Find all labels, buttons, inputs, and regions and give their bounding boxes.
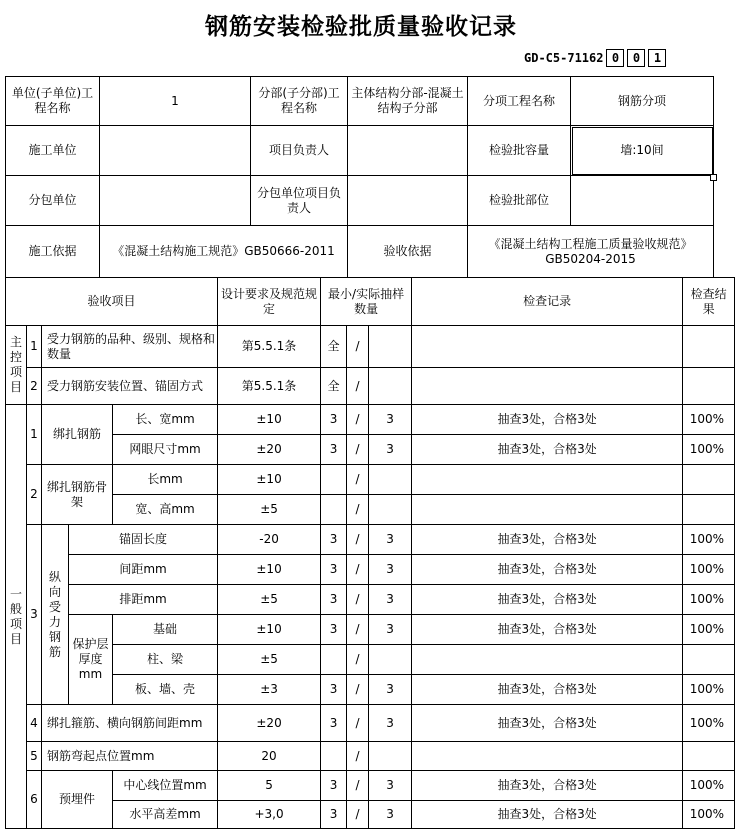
design-value: +3,0: [218, 801, 321, 829]
check-result[interactable]: 100%: [683, 435, 735, 465]
sample-slash: /: [347, 525, 369, 555]
item-name: 基础: [113, 615, 218, 645]
item-name: 钢筋弯起点位置mm: [42, 742, 218, 771]
sample-min[interactable]: 3: [321, 405, 347, 435]
construction-basis-value[interactable]: 《混凝土结构施工规范》GB50666-2011: [100, 226, 348, 278]
check-record[interactable]: 抽查3处，合格3处: [412, 801, 683, 829]
construction-basis-label: 施工依据: [6, 226, 100, 278]
design-value: ±10: [218, 615, 321, 645]
item-no: 6: [27, 771, 42, 829]
project-manager-label: 项目负责人: [251, 126, 348, 176]
item-name: 长mm: [113, 465, 218, 495]
batch-capacity-label: 检验批容量: [468, 126, 571, 176]
design-value: ±3: [218, 675, 321, 705]
design-value: ±10: [218, 465, 321, 495]
page-title: 钢筋安装检验批质量验收记录: [205, 14, 517, 40]
item-no: 1: [27, 326, 42, 368]
sample-slash: /: [347, 675, 369, 705]
item-name: 受力钢筋安装位置、锚固方式: [42, 368, 218, 405]
batch-location-label: 检验批部位: [468, 176, 571, 226]
check-record[interactable]: [412, 495, 683, 525]
division-name-label: 分部(子分部)工程名称: [251, 77, 348, 126]
col-header-sampling: 最小/实际抽样数量: [321, 278, 412, 326]
check-record[interactable]: [412, 326, 683, 368]
sample-slash: /: [347, 555, 369, 585]
subitem-name-value[interactable]: 钢筋分项: [571, 77, 714, 126]
division-name-value[interactable]: 主体结构分部-混凝土结构子分部: [348, 77, 468, 126]
item-no: 4: [27, 705, 42, 742]
sample-actual[interactable]: 3: [369, 801, 412, 829]
check-result[interactable]: [683, 368, 735, 405]
group-label: 预埋件: [42, 771, 113, 829]
sample-actual[interactable]: 3: [369, 705, 412, 742]
sample-actual[interactable]: 3: [369, 525, 412, 555]
sample-actual[interactable]: 3: [369, 435, 412, 465]
sample-actual[interactable]: 3: [369, 405, 412, 435]
design-value: -20: [218, 525, 321, 555]
check-result[interactable]: 100%: [683, 771, 735, 801]
check-record[interactable]: 抽查3处，合格3处: [412, 585, 683, 615]
sample-min[interactable]: [321, 465, 347, 495]
sample-slash: /: [347, 326, 369, 368]
sample-slash: /: [347, 368, 369, 405]
cover-thickness-label: 保护层厚度mm: [69, 615, 113, 705]
check-result[interactable]: [683, 465, 735, 495]
sample-slash: /: [347, 742, 369, 771]
sample-min[interactable]: [321, 742, 347, 771]
check-record[interactable]: [412, 742, 683, 771]
selection-handle[interactable]: [710, 174, 717, 181]
sample-actual[interactable]: 3: [369, 615, 412, 645]
sample-actual[interactable]: 3: [369, 585, 412, 615]
sample-min[interactable]: 3: [321, 705, 347, 742]
design-value: 20: [218, 742, 321, 771]
item-name: 宽、高mm: [113, 495, 218, 525]
header-table: [5, 76, 714, 278]
group-label: 绑扎钢筋骨架: [42, 465, 113, 525]
sub-pm-label: 分包单位项目负责人: [251, 176, 348, 226]
code-box-2[interactable]: 0: [627, 49, 645, 67]
code-box-3[interactable]: 1: [648, 49, 666, 67]
check-record[interactable]: 抽查3处，合格3处: [412, 705, 683, 742]
sample-min[interactable]: 3: [321, 555, 347, 585]
check-record[interactable]: [412, 368, 683, 405]
sample-slash: /: [347, 801, 369, 829]
sample-slash: /: [347, 771, 369, 801]
check-result[interactable]: 100%: [683, 705, 735, 742]
sample-min[interactable]: 3: [321, 675, 347, 705]
sample-min[interactable]: [321, 495, 347, 525]
check-record[interactable]: 抽查3处，合格3处: [412, 675, 683, 705]
check-record[interactable]: 抽查3处，合格3处: [412, 615, 683, 645]
sample-actual[interactable]: 3: [369, 771, 412, 801]
design-value: ±10: [218, 555, 321, 585]
sample-min[interactable]: 3: [321, 435, 347, 465]
sample-slash: /: [347, 465, 369, 495]
subcontractor-label: 分包单位: [6, 176, 100, 226]
sample-slash: /: [347, 645, 369, 675]
sample-min[interactable]: 3: [321, 615, 347, 645]
constructor-label: 施工单位: [6, 126, 100, 176]
batch-capacity-value[interactable]: 墙:10间: [571, 126, 714, 176]
item-no: 2: [27, 368, 42, 405]
sample-actual[interactable]: [369, 495, 412, 525]
check-record[interactable]: 抽查3处，合格3处: [412, 525, 683, 555]
item-name: 长、宽mm: [113, 405, 218, 435]
acceptance-basis-value[interactable]: 《混凝土结构工程施工质量验收规范》GB50204-2015: [468, 226, 714, 278]
design-value: ±20: [218, 705, 321, 742]
sample-min[interactable]: 全: [321, 326, 347, 368]
form-code: [524, 48, 669, 68]
batch-location-value[interactable]: [571, 176, 714, 226]
col-header-design: 设计要求及规范规定: [218, 278, 321, 326]
col-header-record: 检查记录: [412, 278, 683, 326]
check-result[interactable]: 100%: [683, 585, 735, 615]
check-result[interactable]: 100%: [683, 615, 735, 645]
unit-name-label: 单位(子单位)工程名称: [6, 77, 100, 126]
sample-actual[interactable]: [369, 742, 412, 771]
group-label: 绑扎钢筋: [42, 405, 113, 465]
design-value: ±5: [218, 585, 321, 615]
constructor-value[interactable]: [100, 126, 251, 176]
acceptance-basis-label: 验收依据: [348, 226, 468, 278]
item-name: 水平高差mm: [113, 801, 218, 829]
sample-actual[interactable]: 3: [369, 675, 412, 705]
subcontractor-value[interactable]: [100, 176, 251, 226]
item-name: 中心线位置mm: [113, 771, 218, 801]
col-header-result: 检查结果: [683, 278, 735, 326]
check-result[interactable]: 100%: [683, 801, 735, 829]
col-header-item: 验收项目: [6, 278, 218, 326]
check-result[interactable]: [683, 742, 735, 771]
sample-min[interactable]: 全: [321, 368, 347, 405]
item-no: 5: [27, 742, 42, 771]
item-name: 绑扎箍筋、横向钢筋间距mm: [42, 705, 218, 742]
item-name: 网眼尺寸mm: [113, 435, 218, 465]
sample-min[interactable]: 3: [321, 525, 347, 555]
group-label: 纵 向 受 力 钢 筋: [42, 525, 69, 705]
item-no: 2: [27, 465, 42, 525]
sample-slash: /: [347, 495, 369, 525]
sample-slash: /: [347, 585, 369, 615]
item-name: 排距mm: [69, 585, 218, 615]
sample-slash: /: [347, 435, 369, 465]
check-result[interactable]: 100%: [683, 555, 735, 585]
item-name: 间距mm: [69, 555, 218, 585]
check-record[interactable]: 抽查3处，合格3处: [412, 555, 683, 585]
form-code-prefix: GD-C5-71162: [524, 51, 604, 65]
check-record[interactable]: 抽查3处，合格3处: [412, 405, 683, 435]
check-result[interactable]: 100%: [683, 675, 735, 705]
sample-actual[interactable]: [369, 368, 412, 405]
check-record[interactable]: [412, 465, 683, 495]
design-value: ±10: [218, 405, 321, 435]
sample-min[interactable]: 3: [321, 771, 347, 801]
design-value: ±20: [218, 435, 321, 465]
design-value: 第5.5.1条: [218, 326, 321, 368]
code-box-1[interactable]: 0: [606, 49, 624, 67]
inspection-table: [5, 277, 735, 829]
sample-min[interactable]: 3: [321, 585, 347, 615]
check-record[interactable]: 抽查3处，合格3处: [412, 771, 683, 801]
sample-slash: /: [347, 405, 369, 435]
sample-slash: /: [347, 615, 369, 645]
sample-actual[interactable]: [369, 465, 412, 495]
check-result[interactable]: [683, 645, 735, 675]
check-result[interactable]: 100%: [683, 405, 735, 435]
check-result[interactable]: [683, 495, 735, 525]
design-value: ±5: [218, 495, 321, 525]
sample-actual[interactable]: [369, 645, 412, 675]
sample-min[interactable]: [321, 645, 347, 675]
sub-pm-value[interactable]: [348, 176, 468, 226]
design-value: 5: [218, 771, 321, 801]
item-name: 板、墙、壳: [113, 675, 218, 705]
item-no: 1: [27, 405, 42, 465]
unit-name-value[interactable]: 1: [100, 77, 251, 126]
general-label: 一 般 项 目: [6, 405, 27, 829]
design-value: 第5.5.1条: [218, 368, 321, 405]
subitem-name-label: 分项工程名称: [468, 77, 571, 126]
sample-actual[interactable]: 3: [369, 555, 412, 585]
item-name: 柱、梁: [113, 645, 218, 675]
sample-min[interactable]: 3: [321, 801, 347, 829]
sample-slash: /: [347, 705, 369, 742]
check-record[interactable]: 抽查3处，合格3处: [412, 435, 683, 465]
check-record[interactable]: [412, 645, 683, 675]
check-result[interactable]: [683, 326, 735, 368]
main-control-label: 主 控 项 目: [6, 326, 27, 405]
item-no: 3: [27, 525, 42, 705]
item-name: 受力钢筋的品种、级别、规格和数量: [42, 326, 218, 368]
design-value: ±5: [218, 645, 321, 675]
sample-actual[interactable]: [369, 326, 412, 368]
check-result[interactable]: 100%: [683, 525, 735, 555]
item-name: 锚固长度: [69, 525, 218, 555]
project-manager-value[interactable]: [348, 126, 468, 176]
